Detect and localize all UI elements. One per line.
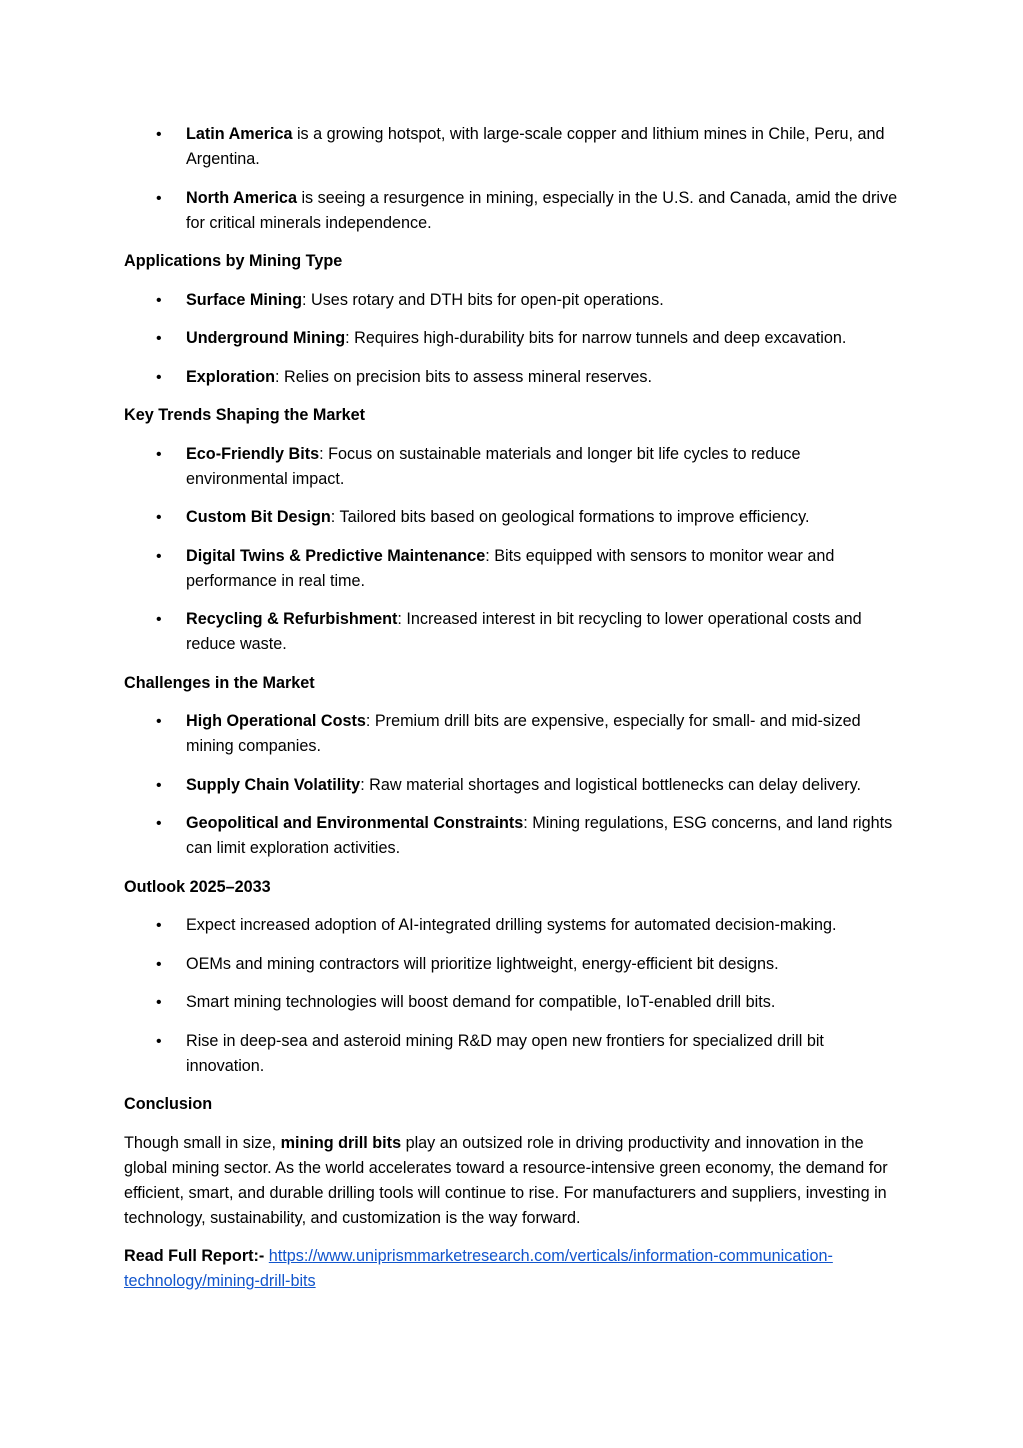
item-term: Recycling & Refurbishment xyxy=(186,610,398,628)
outlook-list xyxy=(124,913,903,1079)
item-text: : Increased interest in bit recycling to lower operational costs and reduce waste. xyxy=(186,610,862,653)
list-item: • Rise in deep-sea and asteroid mining R&D may open new frontiers for specialized drill bit innovation. xyxy=(186,1029,903,1079)
item-text: : Uses rotary and DTH bits for open-pit operations. xyxy=(302,290,664,309)
list-item: • Expect increased adoption of AI-integrated drilling systems for automated decision-making. xyxy=(186,913,903,938)
conclusion-bold-term: mining drill bits xyxy=(280,1133,402,1152)
section-heading-conclusion: Conclusion xyxy=(124,1095,213,1113)
list-item: • OEMs and mining contractors will prioritize lightweight, energy-efficient bit designs. xyxy=(186,952,903,977)
item-text: : Focus on sustainable materials and longer bit life cycles to reduce environmental impact. xyxy=(186,444,801,488)
item-term: Underground Mining xyxy=(186,329,346,347)
item-term: Eco-Friendly Bits xyxy=(186,444,320,463)
list-item xyxy=(186,773,903,798)
list-item xyxy=(186,505,903,530)
item-text: : Raw material shortages and logistical bottlenecks can delay delivery. xyxy=(360,775,862,794)
list-item xyxy=(186,544,903,594)
section-heading-applications: Applications by Mining Type xyxy=(124,252,343,270)
item-text: : Bits equipped with sensors to monitor wear and performance in real time. xyxy=(186,546,835,590)
section-heading-outlook: Outlook 2025–2033 xyxy=(124,877,271,896)
item-text: : Relies on precision bits to assess mineral reserves. xyxy=(275,367,653,386)
read-full-report xyxy=(124,1244,903,1294)
list-item xyxy=(186,122,903,172)
list-item xyxy=(186,288,903,313)
conclusion-rest: play an outsized role in driving productivity and innovation in the global mining sector. As the world accelerates toward a resource-intensive green economy, the demand for efficient, smart, and durable drilling tools will continue to rise. For manufacturers and suppliers, investing in technology, sustainability, and customization is the way forward. xyxy=(124,1133,888,1227)
item-text: is a growing hotspot, with large-scale copper and lithium mines in Chile, Peru, and Argentina. xyxy=(186,125,885,168)
list-item xyxy=(186,186,903,236)
item-term: Latin America xyxy=(186,125,293,143)
item-term: High Operational Costs xyxy=(186,712,366,730)
trends-list xyxy=(124,442,903,658)
list-item xyxy=(186,607,903,657)
conclusion-paragraph xyxy=(124,1131,903,1231)
item-text: is seeing a resurgence in mining, especially in the U.S. and Canada, amid the drive for critical minerals independence. xyxy=(186,188,898,232)
applications-list xyxy=(124,288,903,390)
item-term: Custom Bit Design xyxy=(186,508,331,526)
item-text: : Requires high-durability bits for narrow tunnels and deep excavation. xyxy=(345,329,847,347)
list-item xyxy=(186,326,903,351)
item-text: : Premium drill bits are expensive, especially for small- and mid-sized mining companies. xyxy=(186,712,861,755)
list-item xyxy=(186,811,903,861)
list-item xyxy=(186,442,903,492)
list-item: • Smart mining technologies will boost demand for compatible, IoT-enabled drill bits. xyxy=(186,990,903,1015)
list-item xyxy=(186,365,903,390)
item-term: Exploration xyxy=(186,367,276,386)
item-term: Surface Mining xyxy=(186,290,303,309)
item-term: Geopolitical and Environmental Constraints xyxy=(186,814,524,832)
item-text: : Mining regulations, ESG concerns, and land rights can limit exploration activities. xyxy=(186,814,893,857)
item-term: Supply Chain Volatility xyxy=(186,775,361,794)
region-list xyxy=(124,122,903,236)
report-link[interactable]: https://www.uniprismmarketresearch.com/verticals/information-communication-technology/mining-drill-bits xyxy=(124,1247,833,1290)
conclusion-intro: Though small in size, xyxy=(124,1133,281,1152)
item-term: North America xyxy=(186,188,297,207)
item-text: : Tailored bits based on geological formations to improve efficiency. xyxy=(330,508,810,526)
item-term: Digital Twins & Predictive Maintenance xyxy=(186,546,486,565)
section-heading-trends: Key Trends Shaping the Market xyxy=(124,406,366,424)
read-report-label: Read Full Report:- xyxy=(124,1247,269,1265)
list-item xyxy=(186,709,903,759)
section-heading-challenges: Challenges in the Market xyxy=(124,673,315,692)
challenges-list xyxy=(124,709,903,861)
